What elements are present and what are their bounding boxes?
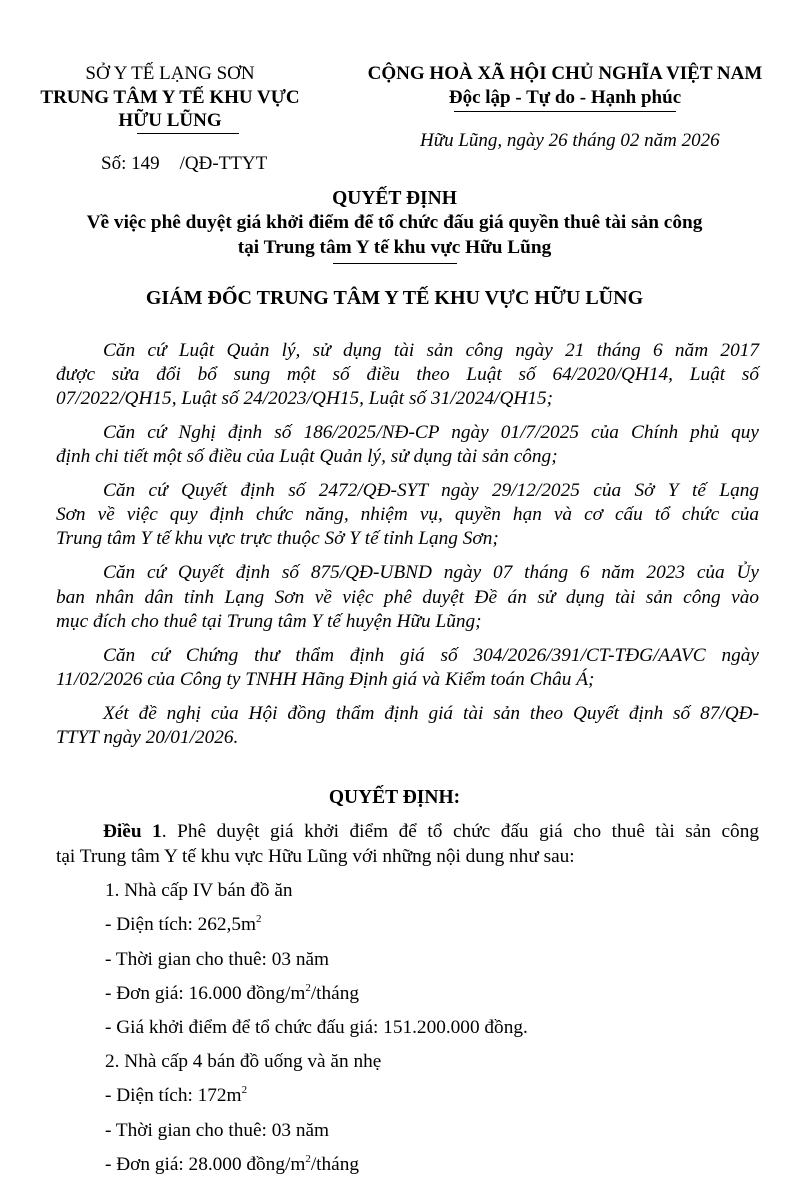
item-1-starting-price: - Giá khởi điểm để tổ chức đấu giá: 151.200.000 đồng.: [105, 1017, 528, 1038]
agency-name: SỞ Y TẾ LẠNG SƠN: [85, 63, 255, 84]
basis-1-line3: 07/2022/QH15, Luật số 24/2023/QH15, Luật số 31/2024/QH15;: [56, 388, 554, 409]
document-type: QUYẾT ĐỊNH: [332, 188, 457, 209]
item-2-area-sup: 2: [241, 1083, 248, 1096]
item-2-area: [105, 1082, 247, 1110]
item-1-price-sup: 2: [305, 981, 311, 994]
unit-name-line2: HỮU LŨNG: [118, 110, 222, 131]
motto-underline: [454, 111, 676, 112]
basis-3-line3: Trung tâm Y tế khu vực trực thuộc Sở Y tế tỉnh Lạng Sơn;: [56, 528, 499, 549]
item-2-price-prefix: - Đơn giá: 28.000 đồng/m: [105, 1154, 306, 1175]
item-2-price-sup: 2: [305, 1152, 311, 1165]
basis-1-line1: Căn cứ Luật Quản lý, sử dụng tài sản công ngày 21 tháng 6 năm 2017: [103, 340, 759, 361]
basis-3-line1: Căn cứ Quyết định số 2472/QĐ-SYT ngày 29/12/2025 của Sở Y tế Lạng: [103, 480, 759, 501]
basis-2-line2: định chi tiết một số điều của Luật Quản lý, sử dụng tài sản công;: [56, 446, 558, 467]
item-2-price-suffix: /tháng: [310, 1154, 360, 1175]
basis-6-line2: TTYT ngày 20/01/2026.: [56, 727, 239, 748]
document-number: [101, 152, 267, 176]
place-date: Hữu Lũng, ngày 26 tháng 02 năm 2026: [420, 130, 720, 151]
basis-6-line1: Xét đề nghị của Hội đồng thẩm định giá tài sản theo Quyết định số 87/QĐ-: [103, 703, 759, 724]
article-1-text: . Phê duyệt giá khởi điểm để tổ chức đấu giá cho thuê tài sản công: [161, 821, 759, 842]
basis-4-line1: Căn cứ Quyết định số 875/QĐ-UBND ngày 07 tháng 6 năm 2023 của Ủy: [103, 562, 759, 583]
basis-4-line3: mục đích cho thuê tại Trung tâm Y tế huyện Hữu Lũng;: [56, 611, 482, 632]
item-1-area: [105, 911, 262, 939]
basis-5-line2: 11/02/2026 của Công ty TNHH Hãng Định giá và Kiểm toán Châu Á;: [56, 669, 595, 690]
decision-heading: QUYẾT ĐỊNH:: [328, 787, 461, 808]
subject-line1: Về việc phê duyệt giá khởi điểm để tổ chức đấu giá quyền thuê tài sản công: [86, 212, 703, 233]
left-header-underline: [137, 133, 239, 134]
article-1-line2: tại Trung tâm Y tế khu vực Hữu Lũng với những nội dung như sau:: [56, 846, 575, 867]
item-1-unit-price: [105, 980, 359, 1008]
item-1-area-sup: 2: [256, 912, 262, 925]
basis-2-line1: Căn cứ Nghị định số 186/2025/NĐ-CP ngày 01/7/2025 của Chính phủ quy: [103, 422, 759, 443]
unit-name-line1: TRUNG TÂM Y TẾ KHU VỰC: [40, 87, 300, 108]
issuing-authority: GIÁM ĐỐC TRUNG TÂM Y TẾ KHU VỰC HỮU LŨNG: [145, 287, 644, 309]
national-title: CỘNG HOÀ XÃ HỘI CHỦ NGHĨA VIỆT NAM: [367, 63, 763, 84]
item-2-lease-term: - Thời gian cho thuê: 03 năm: [105, 1120, 330, 1141]
basis-1-line2: được sửa đổi bổ sung một số điều theo Luật số 64/2020/QH14, Luật số: [56, 364, 759, 385]
item-1-price-suffix: /tháng: [310, 983, 360, 1004]
document-number-suffix: /QĐ-TTYT: [179, 153, 268, 174]
basis-5-line1: Căn cứ Chứng thư thẩm định giá số 304/2026/391/CT-TĐG/AAVC ngày: [103, 645, 759, 666]
subject-underline: [333, 263, 457, 264]
item-1-lease-term: - Thời gian cho thuê: 03 năm: [105, 949, 330, 970]
document-number-label: Số: 149: [101, 153, 160, 174]
subject-line2: tại Trung tâm Y tế khu vực Hữu Lũng: [237, 237, 552, 258]
item-1-price-prefix: - Đơn giá: 16.000 đồng/m: [105, 983, 306, 1004]
basis-4-line2: ban nhân dân tỉnh Lạng Sơn về việc phê duyệt Đề án sử dụng tài sản công vào: [56, 587, 759, 608]
item-2-title: 2. Nhà cấp 4 bán đồ uống và ăn nhẹ: [105, 1051, 382, 1072]
national-motto: Độc lập - Tự do - Hạnh phúc: [448, 87, 682, 108]
item-2-unit-price: [105, 1151, 359, 1179]
item-2-area-text: - Diện tích: 172m: [105, 1085, 242, 1106]
article-1-line1: [103, 818, 759, 846]
item-1-title: 1. Nhà cấp IV bán đồ ăn: [105, 880, 293, 901]
item-1-area-text: - Diện tích: 262,5m: [105, 914, 257, 935]
basis-3-line2: Sơn về việc quy định chức năng, nhiệm vụ, quyền hạn và cơ cấu tổ chức của: [56, 504, 759, 525]
article-1-label: Điều 1: [103, 821, 162, 842]
